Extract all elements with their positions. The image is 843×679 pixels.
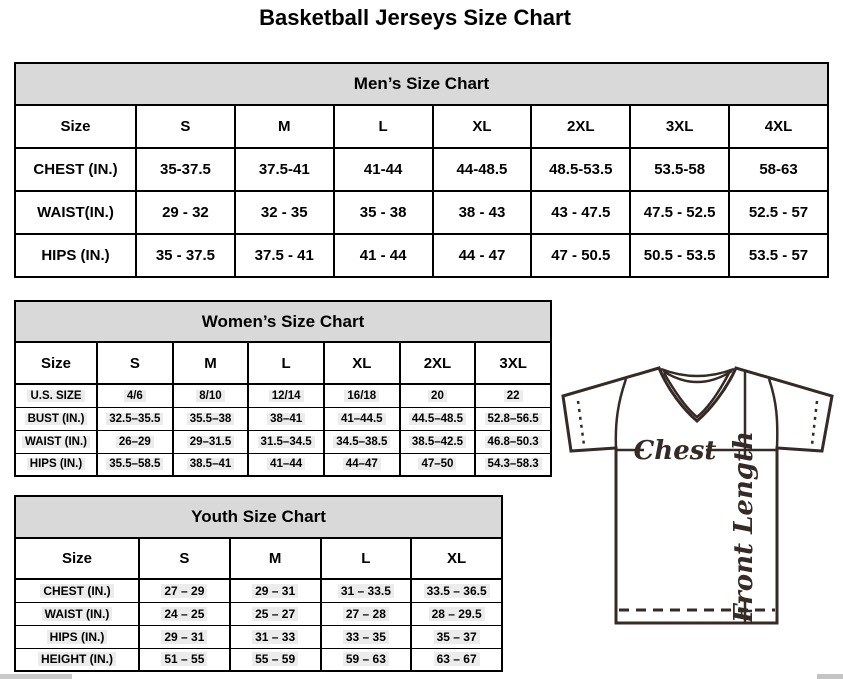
size-value-cell — [139, 648, 230, 671]
left-sleeve-seam — [616, 379, 626, 448]
size-header-cell: XL — [324, 342, 400, 384]
size-header-cell: S — [136, 105, 235, 148]
size-value-cell — [324, 407, 400, 430]
row-label-cell-text: HEIGHT (IN.) — [38, 652, 116, 666]
size-header-row — [15, 105, 828, 148]
size-value-cell-text: 31.5–34.5 — [258, 436, 315, 448]
size-value-cell-text: 38.5–42.5 — [409, 436, 466, 448]
size-value-cell — [324, 384, 400, 407]
row-label-cell-text: HIPS (IN.) — [27, 458, 85, 470]
size-value-cell — [475, 407, 551, 430]
size-value-cell-text: 26–29 — [116, 436, 154, 448]
page-title: Basketball Jerseys Size Chart — [259, 5, 571, 30]
size-value-cell: 52.5 - 57 — [729, 191, 828, 234]
size-value-cell — [173, 430, 249, 453]
table-caption: Women’s Size Chart — [15, 301, 551, 342]
size-value-cell-text: 41–44 — [267, 458, 305, 470]
size-value-cell: 32 - 35 — [235, 191, 334, 234]
size-value-cell: 35-37.5 — [136, 148, 235, 191]
jersey-outline — [563, 368, 832, 623]
size-value-cell — [97, 430, 173, 453]
size-value-cell: 41 - 44 — [334, 234, 433, 277]
size-value-cell: 48.5-53.5 — [531, 148, 630, 191]
measurement-row — [15, 191, 828, 234]
size-header-cell: 3XL — [475, 342, 551, 384]
womens-size-table — [14, 300, 552, 477]
size-header-cell: Size — [15, 342, 97, 384]
table-caption-row — [15, 301, 551, 342]
size-value-cell-text: 29–31.5 — [187, 436, 235, 448]
size-value-cell — [321, 625, 412, 648]
size-value-cell-text: 31 – 33.5 — [338, 584, 394, 598]
size-value-cell-text: 20 — [428, 390, 447, 402]
scrollbar-thumb-fragment-left[interactable] — [0, 674, 72, 679]
size-value-cell — [411, 648, 502, 671]
size-header-cell: XL — [411, 538, 502, 579]
size-value-cell — [230, 648, 321, 671]
size-value-cell — [248, 430, 324, 453]
size-value-cell — [400, 430, 476, 453]
size-value-cell — [173, 407, 249, 430]
size-value-cell-text: 38–41 — [267, 413, 305, 425]
size-value-cell — [248, 407, 324, 430]
measurement-row — [15, 384, 551, 407]
row-label-cell — [15, 384, 97, 407]
size-value-cell: 58-63 — [729, 148, 828, 191]
size-value-cell: 44 - 47 — [433, 234, 532, 277]
size-value-cell-text: 29 – 31 — [161, 630, 207, 644]
size-value-cell-text: 33 – 35 — [343, 630, 389, 644]
measurement-row — [15, 648, 502, 671]
size-value-cell — [97, 453, 173, 476]
size-value-cell — [475, 453, 551, 476]
size-value-cell — [321, 602, 412, 625]
size-value-cell — [248, 453, 324, 476]
size-value-cell-text: 12/14 — [269, 390, 304, 402]
size-value-cell-text: 35.5–58.5 — [106, 458, 163, 470]
size-value-cell: 37.5 - 41 — [235, 234, 334, 277]
size-header-cell: S — [97, 342, 173, 384]
size-header-cell: Size — [15, 105, 136, 148]
size-value-cell — [411, 579, 502, 602]
size-header-row — [15, 538, 502, 579]
size-value-cell — [321, 579, 412, 602]
jersey-measurement-diagram — [555, 360, 843, 679]
row-label-cell-text: U.S. SIZE — [27, 390, 84, 402]
size-value-cell-text: 54.3–58.3 — [485, 458, 542, 470]
size-header-cell: 2XL — [531, 105, 630, 148]
size-value-cell-text: 44.5–48.5 — [409, 413, 466, 425]
size-value-cell-text: 28 – 29.5 — [429, 607, 485, 621]
size-value-cell: 35 - 38 — [334, 191, 433, 234]
size-value-cell: 38 - 43 — [433, 191, 532, 234]
size-value-cell — [400, 384, 476, 407]
size-value-cell-text: 25 – 27 — [252, 607, 298, 621]
table-caption-row — [15, 496, 502, 538]
size-value-cell: 29 - 32 — [136, 191, 235, 234]
size-value-cell — [97, 384, 173, 407]
size-header-cell: M — [235, 105, 334, 148]
row-label-cell: CHEST (IN.) — [15, 148, 136, 191]
size-value-cell — [400, 453, 476, 476]
measurement-row — [15, 602, 502, 625]
size-value-cell-text: 55 – 59 — [252, 652, 298, 666]
size-value-cell — [411, 625, 502, 648]
measurement-row — [15, 148, 828, 191]
row-label-cell — [15, 602, 139, 625]
size-value-cell-text: 51 – 55 — [161, 652, 207, 666]
table-caption-row — [15, 63, 828, 105]
size-header-cell: 2XL — [400, 342, 476, 384]
right-sleeve-seam — [769, 379, 777, 448]
size-header-cell: 3XL — [630, 105, 729, 148]
row-label-cell-text: WAIST (IN.) — [42, 607, 113, 621]
size-value-cell — [324, 453, 400, 476]
measurement-row — [15, 579, 502, 602]
row-label-cell — [15, 430, 97, 453]
size-value-cell-text: 29 – 31 — [252, 584, 298, 598]
size-value-cell — [248, 384, 324, 407]
size-value-cell-text: 22 — [504, 390, 523, 402]
size-value-cell: 53.5 - 57 — [729, 234, 828, 277]
size-value-cell: 43 - 47.5 — [531, 191, 630, 234]
measurement-row — [15, 234, 828, 277]
size-header-cell: L — [334, 105, 433, 148]
row-label-cell-text: CHEST (IN.) — [40, 584, 113, 598]
size-value-cell-text: 46.8–50.3 — [485, 436, 542, 448]
size-value-cell: 41-44 — [334, 148, 433, 191]
size-value-cell-text: 31 – 33 — [252, 630, 298, 644]
measurement-row — [15, 453, 551, 476]
size-header-cell: M — [230, 538, 321, 579]
size-value-cell — [475, 430, 551, 453]
chest-label: Chest — [633, 436, 717, 466]
size-value-cell-text: 63 – 67 — [434, 652, 480, 666]
size-value-cell-text: 52.8–56.5 — [485, 413, 542, 425]
size-value-cell — [324, 430, 400, 453]
size-header-cell: M — [173, 342, 249, 384]
row-label-cell-text: WAIST (IN.) — [22, 436, 90, 448]
size-value-cell: 53.5-58 — [630, 148, 729, 191]
measurement-row — [15, 407, 551, 430]
size-value-cell: 37.5-41 — [235, 148, 334, 191]
size-value-cell: 44-48.5 — [433, 148, 532, 191]
size-value-cell — [475, 384, 551, 407]
size-header-row — [15, 342, 551, 384]
size-value-cell-text: 16/18 — [344, 390, 379, 402]
row-label-cell: HIPS (IN.) — [15, 234, 136, 277]
size-value-cell — [230, 602, 321, 625]
right-cuff-dashed-line — [812, 401, 817, 445]
row-label-cell — [15, 453, 97, 476]
row-label-cell: WAIST(IN.) — [15, 191, 136, 234]
size-value-cell-text: 44–47 — [343, 458, 381, 470]
size-value-cell-text: 8/10 — [196, 390, 224, 402]
size-value-cell — [173, 384, 249, 407]
size-header-cell: L — [321, 538, 412, 579]
size-value-cell-text: 41–44.5 — [338, 413, 386, 425]
size-value-cell-text: 59 – 63 — [343, 652, 389, 666]
table-caption: Men’s Size Chart — [15, 63, 828, 105]
size-header-cell: L — [248, 342, 324, 384]
size-value-cell — [230, 625, 321, 648]
size-value-cell-text: 4/6 — [124, 390, 146, 402]
size-value-cell: 50.5 - 53.5 — [630, 234, 729, 277]
size-value-cell-text: 34.5–38.5 — [333, 436, 390, 448]
size-value-cell — [400, 407, 476, 430]
size-header-cell: Size — [15, 538, 139, 579]
row-label-cell — [15, 625, 139, 648]
size-header-cell: 4XL — [729, 105, 828, 148]
size-header-cell: S — [139, 538, 230, 579]
size-value-cell-text: 32.5–35.5 — [106, 413, 163, 425]
front-length-label: Front Length — [729, 431, 759, 623]
size-value-cell-text: 47–50 — [418, 458, 456, 470]
size-value-cell — [139, 625, 230, 648]
youth-size-table — [14, 495, 503, 672]
size-value-cell-text: 27 – 28 — [343, 607, 389, 621]
size-value-cell — [97, 407, 173, 430]
size-value-cell: 35 - 37.5 — [136, 234, 235, 277]
table-caption: Youth Size Chart — [15, 496, 502, 538]
size-value-cell: 47.5 - 52.5 — [630, 191, 729, 234]
row-label-cell — [15, 407, 97, 430]
measurement-row — [15, 430, 551, 453]
row-label-cell — [15, 648, 139, 671]
row-label-cell-text: HIPS (IN.) — [47, 630, 108, 644]
row-label-cell-text: BUST (IN.) — [25, 413, 88, 425]
row-label-cell — [15, 579, 139, 602]
size-value-cell — [321, 648, 412, 671]
size-header-cell: XL — [433, 105, 532, 148]
size-value-cell — [230, 579, 321, 602]
measurement-row — [15, 625, 502, 648]
size-value-cell — [139, 602, 230, 625]
size-value-cell-text: 38.5–41 — [187, 458, 235, 470]
size-value-cell: 47 - 50.5 — [531, 234, 630, 277]
scrollbar-thumb-fragment-right[interactable] — [817, 674, 843, 679]
left-cuff-dashed-line — [578, 401, 584, 445]
size-value-cell — [139, 579, 230, 602]
mens-size-table — [14, 62, 829, 278]
size-value-cell-text: 33.5 – 36.5 — [424, 584, 490, 598]
size-value-cell-text: 24 – 25 — [161, 607, 207, 621]
size-value-cell — [173, 453, 249, 476]
size-value-cell-text: 35 – 37 — [434, 630, 480, 644]
size-value-cell — [411, 602, 502, 625]
size-value-cell-text: 35.5–38 — [187, 413, 235, 425]
size-value-cell-text: 27 – 29 — [161, 584, 207, 598]
